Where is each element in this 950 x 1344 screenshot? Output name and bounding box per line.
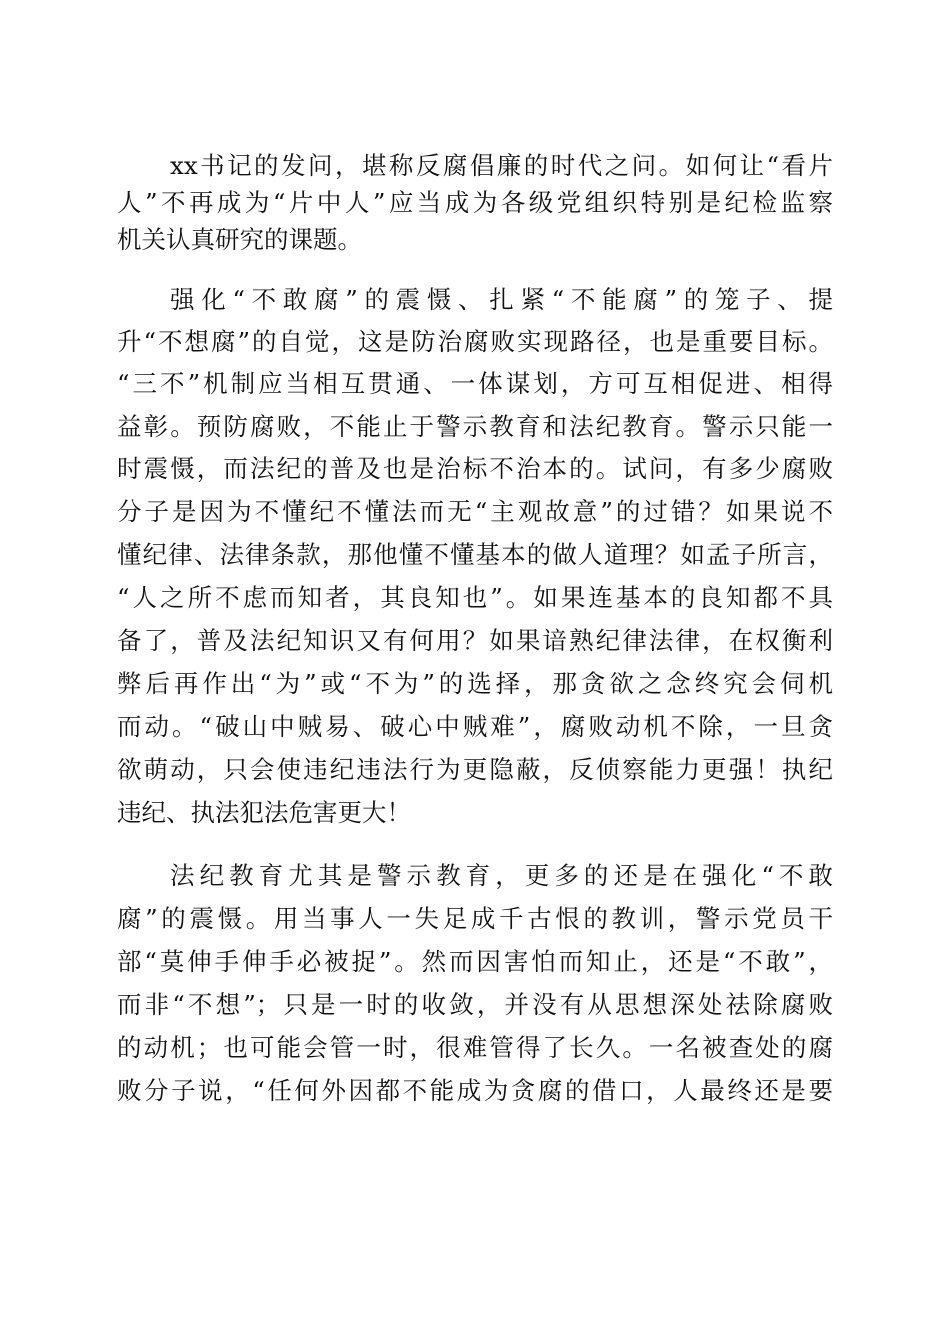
text-line-9: 分子是因为不懂纪不懂法而无“主观故意”的过错？如果说不 <box>117 497 833 526</box>
text-line-21: 的动机；也可能会管一时，很难管得了长久。一名被查处的腐 <box>117 1033 833 1062</box>
text-line-5: 升“不想腐”的自觉，这是防治腐败实现路径，也是重要目标。 <box>117 327 833 356</box>
text-line-20: 而非“不想”；只是一时的收敛，并没有从思想深处祛除腐败 <box>117 990 833 1019</box>
text-line-19: 部“莫伸手伸手必被捉”。然而因害怕而知止，还是“不敢”， <box>117 947 833 976</box>
text-line-4: 强化“不敢腐”的震慑、扎紧“不能腐”的笼子、提 <box>170 285 833 314</box>
text-line-13: 弊后再作出“为”或“不为”的选择，那贪欲之念终究会伺机 <box>117 669 833 698</box>
text-line-14: 而动。“破山中贼易、破心中贼难”，腐败动机不除，一旦贪 <box>117 712 833 741</box>
text-line-16: 违纪、执法犯法危害更大！ <box>117 798 411 827</box>
text-line-10: 懂纪律、法律条款，那他懂不懂基本的做人道理？如孟子所言， <box>117 540 833 569</box>
text-line-2: 人”不再成为“片中人”应当成为各级党组织特别是纪检监察 <box>117 188 833 217</box>
text-line-11: “人之所不虑而知者，其良知也”。如果连基本的良知都不具 <box>117 583 833 612</box>
text-line-12: 备了，普及法纪知识又有何用？如果谙熟纪律法律，在权衡利 <box>117 626 833 655</box>
text-line-8: 时震慑，而法纪的普及也是治标不治本的。试问，有多少腐败 <box>117 454 833 483</box>
text-line-15: 欲萌动，只会使违纪违法行为更隐蔽，反侦察能力更强！执纪 <box>117 755 833 784</box>
text-line-1: xx书记的发问，堪称反腐倡廉的时代之问。如何让“看片 <box>170 151 833 180</box>
text-line-3: 机关认真研究的课题。 <box>117 225 362 254</box>
text-line-6: “三不”机制应当相互贯通、一体谋划，方可互相促进、相得 <box>117 369 833 398</box>
text-line-17: 法纪教育尤其是警示教育，更多的还是在强化“不敢 <box>170 861 833 890</box>
text-line-22: 败分子说，“任何外因都不能成为贪腐的借口，人最终还是要 <box>117 1076 833 1105</box>
text-line-7: 益彰。预防腐败，不能止于警示教育和法纪教育。警示只能一 <box>117 412 833 441</box>
text-line-18: 腐”的震慑。用当事人一失足成千古恨的教训，警示党员干 <box>117 904 833 933</box>
